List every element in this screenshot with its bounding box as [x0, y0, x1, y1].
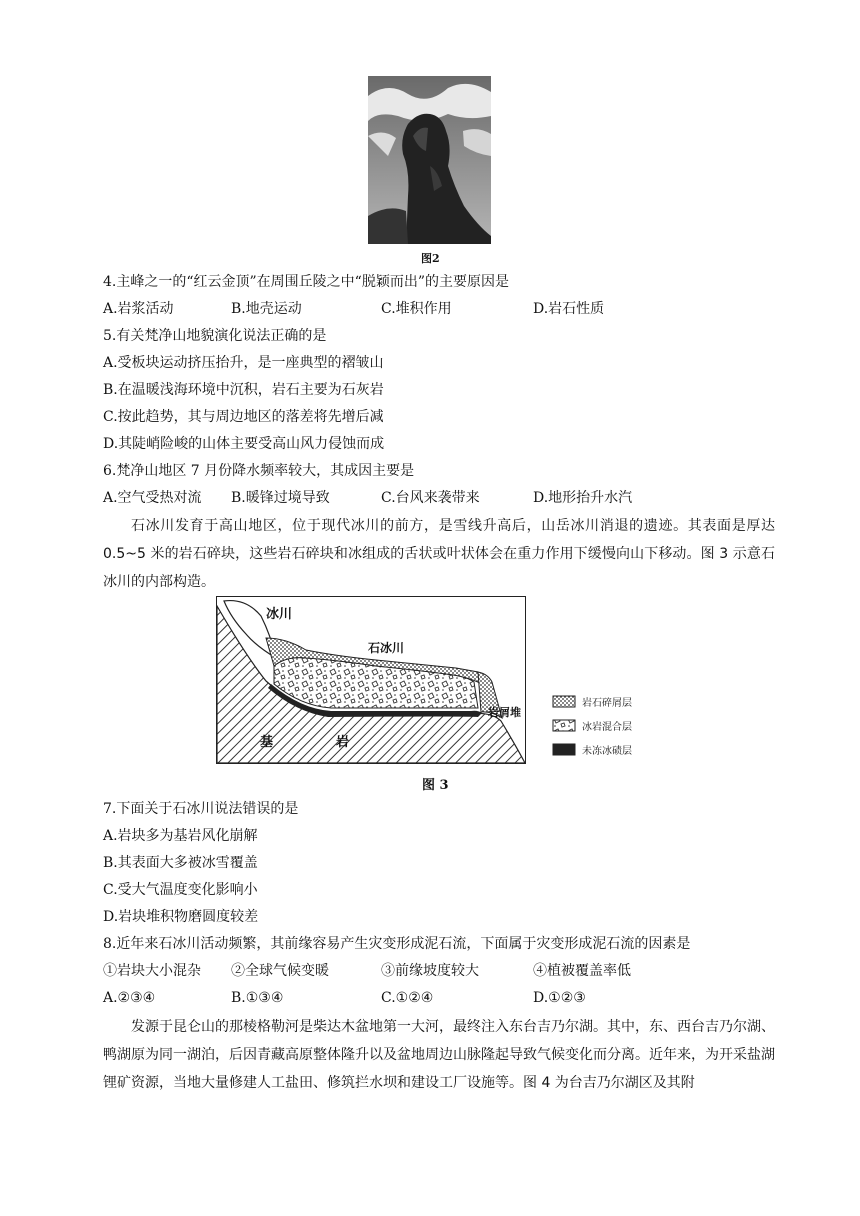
label-bedrock-2: 岩: [336, 735, 350, 750]
figure-3-diagram: [216, 596, 646, 764]
q6-option-d: D.地形抬升水汽: [533, 490, 633, 506]
q4-option-b: B.地壳运动: [231, 301, 302, 317]
q8-option-a: A.②③④: [103, 990, 156, 1006]
label-rock-glacier: 石冰川: [368, 641, 405, 655]
figure-2-caption: 图2: [421, 252, 440, 265]
legend: [553, 696, 632, 757]
q7-option-c: C.受大气温度变化影响小: [103, 882, 258, 898]
q8-factor-3: ③前缘坡度较大: [381, 963, 479, 979]
q7-option-d: D.岩块堆积物磨圆度较差: [103, 909, 259, 925]
figure-2-photo: [368, 76, 491, 244]
label-talus: 岩屑堆: [488, 706, 521, 719]
label-bedrock-1: 基: [260, 735, 274, 750]
q5-option-c: C.按此趋势，其与周边地区的落差将先增后减: [103, 409, 384, 425]
legend-debris: 岩石碎屑层: [582, 698, 632, 709]
label-glacier: 冰川: [266, 607, 293, 622]
q6-option-b: B.暖锋过境导致: [231, 490, 330, 506]
q5-option-a: A.受板块运动挤压抬升，是一座典型的褶皱山: [103, 355, 384, 371]
question-6-stem: 6.梵净山地区 7 月份降水频率较大，其成因主要是: [103, 463, 415, 479]
rock-glacier-cross-section: [216, 596, 646, 764]
legend-moraine: 未冻冰碛层: [582, 746, 632, 757]
q5-option-d: D.其陡峭险峻的山体主要受高山风力侵蚀而成: [103, 436, 385, 452]
rock-glacier-passage: 石冰川发育于高山地区，位于现代冰川的前方，是雪线升高后，山岳冰川消退的遗迹。其表面是厚达 0.5~5 米的岩石碎块，这些岩石碎块和冰组成的舌状或叶状体会在重力作用下缓慢向山下移动。图 3 示意石冰川的内部构造。: [103, 518, 775, 590]
question-5-stem: 5.有关梵净山地貌演化说法正确的是: [103, 328, 327, 344]
rock-peak-image: [368, 76, 491, 244]
q6-option-c: C.台风来袭带来: [381, 490, 480, 506]
q7-option-b: B.其表面大多被冰雪覆盖: [103, 855, 258, 871]
q4-option-c: C.堆积作用: [381, 301, 452, 317]
question-7-stem: 7.下面关于石冰川说法错误的是: [103, 801, 299, 817]
question-4-stem: 4.主峰之一的“红云金顶”在周围丘陵之中“脱颖而出”的主要原因是: [103, 274, 509, 290]
q5-option-b: B.在温暖浅海环境中沉积，岩石主要为石灰岩: [103, 382, 384, 398]
question-8-stem: 8.近年来石冰川活动频繁，其前缘容易产生灾变形成泥石流，下面属于灾变形成泥石流的因素是: [103, 936, 691, 952]
q8-factor-2: ②全球气候变暖: [231, 963, 329, 979]
legend-ice-rock: 冰岩混合层: [582, 722, 632, 733]
q8-option-d: D.①②③: [533, 990, 586, 1006]
q8-factor-4: ④植被覆盖率低: [533, 963, 631, 979]
q8-option-b: B.①③④: [231, 990, 284, 1006]
q4-option-a: A.岩浆活动: [103, 301, 174, 317]
q6-option-a: A.空气受热对流: [103, 490, 202, 506]
q8-factor-1: ①岩块大小混杂: [103, 963, 201, 979]
q7-option-a: A.岩块多为基岩风化崩解: [103, 828, 258, 844]
figure-3-caption: 图 3: [422, 778, 449, 793]
q8-option-c: C.①②④: [381, 990, 434, 1006]
lake-passage: 发源于昆仑山的那棱格勒河是柴达木盆地第一大河，最终注入东台吉乃尔湖。其中，东、西台吉乃尔湖、鸭湖原为同一湖泊，后因青藏高原整体隆升以及盆地周边山脉隆起导致气候变化而分离。近年来，为开采盐湖锂矿资源，当地大量修建人工盐田、修筑拦水坝和建设工厂设施等。图 4 为台吉乃尔湖区及其附: [103, 1019, 775, 1091]
q4-option-d: D.岩石性质: [533, 301, 605, 317]
